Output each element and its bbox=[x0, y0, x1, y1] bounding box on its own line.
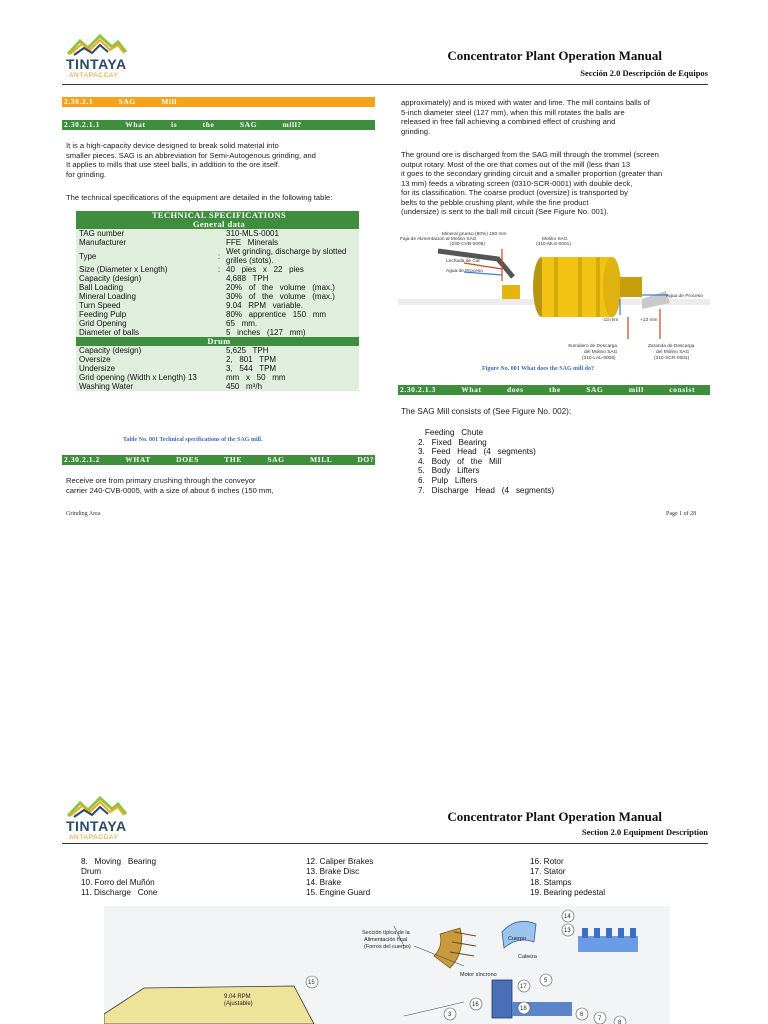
callout-number: 5 bbox=[544, 978, 548, 984]
callout-number: 14 bbox=[564, 914, 571, 920]
section-heading-sag-mill: 2.30.2.1 SAG Mill bbox=[62, 97, 375, 107]
figure-sag-flow-diagram bbox=[398, 229, 710, 363]
figure-label: Motor síncrono bbox=[460, 972, 497, 978]
list-item: Feeding Chute bbox=[418, 428, 484, 437]
spec-key: Type bbox=[79, 251, 97, 261]
spec-key: Mineral Loading bbox=[79, 292, 136, 301]
spec-colon bbox=[215, 355, 223, 364]
spec-row bbox=[76, 319, 359, 328]
figure-label: Cuerpo bbox=[508, 936, 527, 942]
spec-value: 4,688 TPH bbox=[226, 274, 269, 283]
spec-value: 9.04 RPM variable. bbox=[226, 301, 303, 310]
spec-key: TAG number bbox=[79, 229, 125, 238]
list-item: 2. Fixed Bearing bbox=[418, 437, 487, 447]
figure-label: Faja de Alimentacion al Molino SAG bbox=[400, 237, 477, 242]
components-list-1 bbox=[418, 428, 554, 495]
figure-label: (310-MLS-0001) bbox=[536, 242, 571, 247]
text-line: carrier 240-CVB-0005, with a size of about 6 inches (150 mm, bbox=[66, 485, 274, 495]
header-rule bbox=[62, 84, 708, 85]
text-line: belts to the pebble crushing plant, while the fine product bbox=[401, 197, 589, 207]
spec-colon bbox=[215, 310, 223, 319]
figure-label: Alimentación final bbox=[364, 937, 408, 943]
spec-value: 310-MLS-0001 bbox=[226, 229, 279, 238]
figure-label: Sección típica de la bbox=[362, 930, 410, 936]
text-line: it goes to the secondary grinding circuit and a smaller proportion (greater than bbox=[401, 169, 663, 178]
section-heading-what-does: 2.30.2.1.2 WHAT DOES THE SAG MILL DO? bbox=[64, 455, 375, 464]
lifter-bars-icon bbox=[578, 936, 638, 952]
spec-row bbox=[76, 238, 359, 247]
spec-key: Manufacturer bbox=[79, 238, 127, 247]
spec-key: Grid Opening bbox=[79, 319, 127, 328]
callout-number: 16 bbox=[472, 1002, 479, 1008]
spec-key: Capacity (design) bbox=[79, 346, 142, 355]
spec-row bbox=[76, 382, 359, 391]
spec-value: Wet grinding, discharge by slotted grilles (stots). bbox=[226, 247, 349, 265]
spec-value: 40 pies x 22 pies bbox=[226, 265, 304, 274]
right-paragraph-2 bbox=[401, 150, 707, 217]
list-item: 4. Body of the Mill bbox=[418, 456, 502, 466]
components-list-col-1 bbox=[81, 857, 157, 899]
callout-number: 7 bbox=[598, 1016, 602, 1022]
list-item: 15. Engine Guard bbox=[306, 888, 371, 898]
right-paragraph-1 bbox=[401, 98, 707, 136]
receive-paragraph bbox=[66, 476, 366, 495]
callout-number: 6 bbox=[580, 1012, 584, 1018]
spec-key: Capacity (design) bbox=[79, 274, 142, 283]
spec-row bbox=[76, 355, 359, 364]
spec-group-general: General data bbox=[76, 220, 359, 229]
spec-colon bbox=[215, 364, 223, 373]
spec-value: 450 m³/h bbox=[226, 382, 263, 391]
text-line: smaller pieces. SAG is an abbreviation for Semi-Autogenous grinding, and bbox=[66, 150, 316, 160]
text-line: It applies to mills that use steel balls, in addition to the ore itself. bbox=[66, 160, 281, 169]
spec-table bbox=[76, 211, 359, 391]
text-line: Receive ore from primary crushing through the conveyor bbox=[66, 476, 256, 485]
synchronous-motor-icon bbox=[492, 980, 512, 1018]
spec-value: 3, 544 TPM bbox=[226, 364, 277, 373]
components-list-col-2 bbox=[306, 857, 373, 899]
text-line: output rotary. Most of the ore that comes out of the mill (less than 13 bbox=[401, 159, 631, 169]
spec-row bbox=[76, 265, 359, 274]
figure-label: +13 mm bbox=[640, 318, 658, 323]
text-line: released in free fall achieving a combined effect of crushing and bbox=[401, 117, 616, 126]
spec-value: FFE Minerals bbox=[226, 238, 279, 247]
figure-sag-mill-components bbox=[104, 906, 670, 1024]
tintaya-logo bbox=[66, 796, 130, 846]
figure-label: -13 mm bbox=[602, 318, 619, 323]
callout-number: 15 bbox=[308, 980, 315, 986]
text-line: 13 mm) feeds a vibrating screen (0310-SCR-0001) with double deck, bbox=[401, 178, 633, 188]
spec-group-drum: Drum bbox=[76, 337, 359, 346]
tintaya-logo bbox=[66, 34, 130, 84]
figure-label: Zaranda de Descarga bbox=[648, 344, 695, 349]
figure-label: del Molino SAG bbox=[656, 350, 690, 355]
spec-table-title: TECHNICAL SPECIFICATIONS bbox=[76, 211, 359, 220]
footer-page-number: Page 1 of 28 bbox=[666, 511, 697, 517]
list-item: 3. Feed Head (4 segments) bbox=[418, 447, 536, 457]
list-item: Drum bbox=[81, 867, 102, 877]
spec-rows-drum bbox=[76, 346, 359, 391]
list-item: 16. Rotor bbox=[530, 857, 564, 866]
spec-row bbox=[76, 364, 359, 373]
header-subtitle: Sección 2.0 Descripción de Equipos bbox=[580, 68, 708, 78]
sag-mill-icon bbox=[542, 257, 612, 317]
list-item: 7. Discharge Head (4 segments) bbox=[418, 485, 555, 495]
spec-key: Size (Diameter x Length) bbox=[79, 265, 168, 274]
section-heading-consist: 2.30.2.1.3 What does the SAG mill consist of? bbox=[400, 385, 733, 394]
list-item: 10. Forro del Muñón bbox=[81, 877, 155, 887]
spec-value: 30% of the volume (max.) bbox=[226, 292, 335, 301]
spec-value: 5,625 TPH bbox=[226, 346, 269, 355]
footer-area: Grinding Area bbox=[66, 511, 101, 517]
figure-label: Mineral grueso (80%) 150 mm bbox=[442, 232, 507, 237]
spec-colon bbox=[215, 319, 223, 328]
spec-row bbox=[76, 292, 359, 301]
spec-colon bbox=[215, 382, 223, 391]
figure-label: Sumidero de Descarga bbox=[568, 344, 618, 349]
spec-row bbox=[76, 301, 359, 310]
figure-label: (240-CVB-0005) bbox=[450, 242, 485, 247]
spec-key: Oversize bbox=[79, 355, 111, 364]
figure-label: Molino SAG bbox=[542, 237, 568, 242]
text-line: for its classification. The coarse product (oversize) is transported by bbox=[401, 188, 628, 197]
spec-row bbox=[76, 274, 359, 283]
spec-key: Turn Speed bbox=[79, 301, 121, 310]
spec-colon bbox=[215, 373, 223, 382]
list-item: 17. Stator bbox=[530, 867, 566, 877]
components-list-col-3 bbox=[530, 857, 605, 899]
callout-number: 8 bbox=[618, 1020, 622, 1024]
list-item: 14. Brake bbox=[306, 877, 342, 887]
spec-colon bbox=[215, 346, 223, 355]
spec-key: Washing Water bbox=[79, 382, 134, 391]
list-item: 8. Moving Bearing bbox=[81, 857, 157, 866]
spec-row bbox=[76, 247, 359, 265]
spec-colon bbox=[215, 274, 223, 283]
spec-value: mm x 50 mm bbox=[226, 373, 286, 382]
spec-colon: : bbox=[217, 251, 221, 261]
spec-row bbox=[76, 310, 359, 319]
header-subtitle: Section 2.0 Equipment Description bbox=[581, 827, 708, 837]
callout-number: 17 bbox=[520, 984, 527, 990]
spec-value: 65 mm. bbox=[226, 319, 258, 328]
figure-label: (310-LAL-0005) bbox=[582, 356, 616, 361]
header-title: Concentrator Plant Operation Manual bbox=[447, 809, 662, 824]
spec-key: Feeding Pulp bbox=[79, 310, 127, 319]
figure-label: Lechada de Cal bbox=[446, 259, 480, 264]
list-item: 19. Bearing pedestal bbox=[530, 888, 606, 898]
callout-number: 3 bbox=[448, 1012, 452, 1018]
list-item: 12. Caliper Brakes bbox=[306, 857, 374, 866]
text-line: grinding. bbox=[401, 126, 431, 136]
spec-row bbox=[76, 283, 359, 292]
spec-value: 20% of the volume (max.) bbox=[226, 283, 335, 292]
figure-label: Cabeza bbox=[518, 954, 537, 960]
spec-rows-general bbox=[76, 229, 359, 337]
text-line: 5-inch diameter steel (127 mm), when this mill rotates the balls are bbox=[401, 107, 625, 117]
brand-sub: ANTAPACCAY bbox=[69, 834, 119, 841]
list-item: 13. Brake Disc bbox=[306, 867, 360, 877]
spec-colon bbox=[215, 238, 223, 247]
spec-key: Diameter of balls bbox=[79, 328, 140, 337]
spec-colon: : bbox=[217, 265, 221, 274]
spec-row bbox=[76, 346, 359, 355]
spec-row bbox=[76, 229, 359, 238]
text-line: The ground ore is discharged from the SAG mill through the trommel (screen bbox=[401, 150, 659, 159]
callout-number: 18 bbox=[520, 1006, 527, 1012]
figure-label: Agua de Proceso bbox=[446, 269, 483, 274]
spec-row bbox=[76, 373, 359, 382]
consist-intro: The SAG Mill consists of (See Figure No. 002): bbox=[401, 407, 572, 416]
spec-colon bbox=[215, 292, 223, 301]
callout-number: 13 bbox=[564, 928, 571, 934]
figure-label: del Molino SAG bbox=[584, 350, 618, 355]
spec-key: Ball Loading bbox=[79, 283, 124, 292]
spec-value: 5 inches (127 mm) bbox=[226, 328, 306, 337]
mountain-logo-icon bbox=[66, 796, 128, 818]
header-rule bbox=[62, 843, 708, 844]
intro-paragraph bbox=[66, 141, 366, 179]
spec-key: Undersize bbox=[79, 364, 116, 373]
spec-key: Grid opening (Width x Length) 13 bbox=[79, 373, 197, 382]
spec-colon bbox=[215, 283, 223, 292]
figure-label: (310-SCR-0001) bbox=[654, 356, 690, 361]
section-heading-what-is: 2.30.2.1.1 What is the SAG mill? bbox=[62, 120, 375, 130]
text-line: It is a high-capacity device designed to break solid material into bbox=[66, 141, 279, 150]
list-item: 5. Body Lifters bbox=[418, 466, 480, 476]
spec-value: 2, 801 TPM bbox=[226, 355, 277, 364]
mountain-logo-icon bbox=[66, 34, 128, 56]
list-item: 6. Pulp Lifters bbox=[418, 475, 478, 485]
brand-name: TINTAYA bbox=[66, 818, 127, 834]
text-line: for grinding. bbox=[66, 169, 107, 179]
spec-colon bbox=[215, 301, 223, 310]
header-title: Concentrator Plant Operation Manual bbox=[447, 48, 662, 63]
spec-intro: The technical specifications of the equipment are detailed in the following table: bbox=[66, 193, 333, 202]
brand-name: TINTAYA bbox=[66, 56, 127, 72]
figure-label: (Forros del cuerpo) bbox=[364, 944, 411, 950]
table-caption: Table No. 001 Technical specifications of the SAG mill. bbox=[123, 437, 263, 443]
list-item: 18. Stamps bbox=[530, 877, 572, 887]
list-item: 11. Discharge Cone bbox=[81, 888, 158, 898]
brand-sub: ANTAPACCAY bbox=[69, 72, 119, 79]
text-line: approximately) and is mixed with water and lime. The mill contains balls of bbox=[401, 98, 650, 107]
figure-label: Agua de Proceso bbox=[666, 294, 703, 299]
spec-value: 80% apprentice 150 mm bbox=[226, 310, 327, 319]
spec-colon bbox=[215, 229, 223, 238]
figure-label: (Ajustable) bbox=[224, 1001, 253, 1007]
figure-caption: Figure No. 001 What does the SAG mill do? bbox=[482, 366, 594, 372]
figure-label: 9.04 RPM bbox=[224, 994, 251, 1000]
text-line: (undersize) is sent to the ball mill circuit (See Figure No. 001). bbox=[401, 207, 609, 216]
